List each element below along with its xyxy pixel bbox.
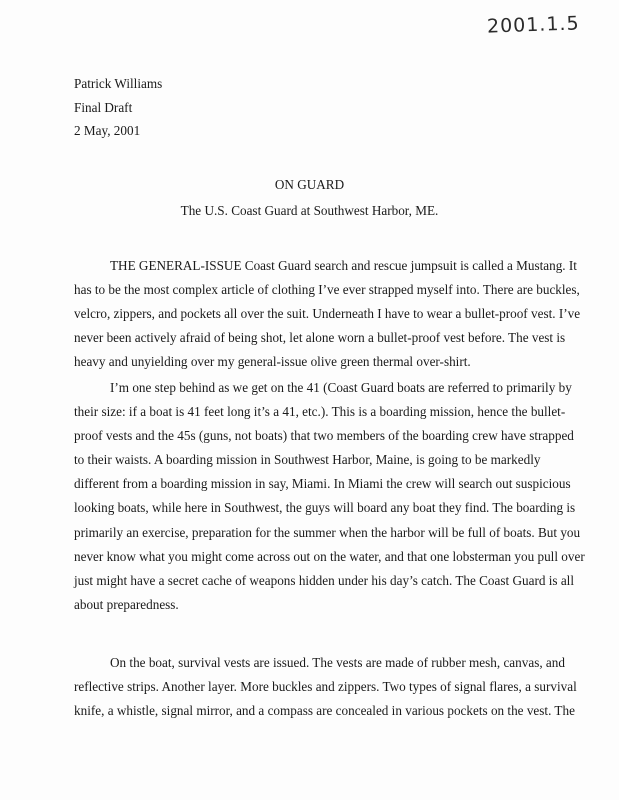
paragraph-line: THE GENERAL-ISSUE Coast Guard search and rescue jumpsuit is called a Mustang. It [110, 258, 577, 273]
paragraph-line: knife, a whistle, signal mirror, and a compass are concealed in various pockets on the vest. The [74, 703, 575, 719]
paragraph-line: proof vests and the 45s (guns, not boats) that two members of the boarding crew have strapped [74, 428, 574, 444]
draft-label: Final Draft [74, 99, 133, 115]
paragraph-line: primarily an exercise, preparation for the summer when the harbor will be full of boats. But you [74, 524, 581, 540]
page-title: ON GUARD [274, 177, 345, 192]
paragraph-line: different from a boarding mission in say, Miami. In Miami the crew will search out suspicious [74, 476, 571, 492]
paragraph-line: never know what you might come across out on the water, and that one lobsterman you pull over [74, 548, 585, 564]
paragraph-line: has to be the most complex article of clothing I’ve ever strapped myself into. There are buckles, [74, 282, 580, 298]
paragraph-line: about preparedness. [74, 596, 179, 612]
document-header [74, 72, 162, 143]
paragraph-line: reflective strips. Another layer. More buckles and zippers. Two types of signal flares, a survival [74, 679, 577, 695]
body-paragraph-3 [74, 651, 577, 723]
paragraph-line: their size: if a boat is 41 feet long it’s a 41, etc.). This is a boarding mission, hence the bullet- [74, 404, 566, 420]
paragraph-line: just might have a secret cache of weapons hidden under his day’s catch. The Coast Guard is all [74, 572, 574, 588]
paragraph-line: I’m one step behind as we get on the 41 (Coast Guard boats are referred to primarily by [110, 380, 572, 395]
paragraph-line: On the boat, survival vests are issued. The vests are made of rubber mesh, canvas, and [110, 655, 565, 670]
author-name: Patrick Williams [74, 76, 163, 91]
paragraph-line: heavy and unyielding over my general-issue olive green thermal over-shirt. [74, 354, 471, 370]
body-paragraph-1 [74, 254, 581, 374]
paragraph-line: to their waists. A boarding mission in Southwest Harbor, Maine, is going to be markedly [74, 452, 541, 468]
page-subtitle: The U.S. Coast Guard at Southwest Harbor, ME. [180, 203, 439, 218]
body-paragraph-2 [74, 376, 585, 617]
paragraph-line: velcro, zippers, and pockets all over the suit. Underneath I have to wear a bullet-proof vest. I’ve [74, 306, 581, 322]
document-date: 2 May, 2001 [74, 123, 141, 138]
paragraph-line: never been actively afraid of being shot, let alone worn a bullet-proof vest before. The vest is [74, 330, 566, 346]
handwritten-date-annotation: 2001.1.5 [486, 12, 580, 38]
paragraph-line: looking boats, while here in Southwest, the guys will board any boat they find. The boarding is [74, 500, 576, 516]
